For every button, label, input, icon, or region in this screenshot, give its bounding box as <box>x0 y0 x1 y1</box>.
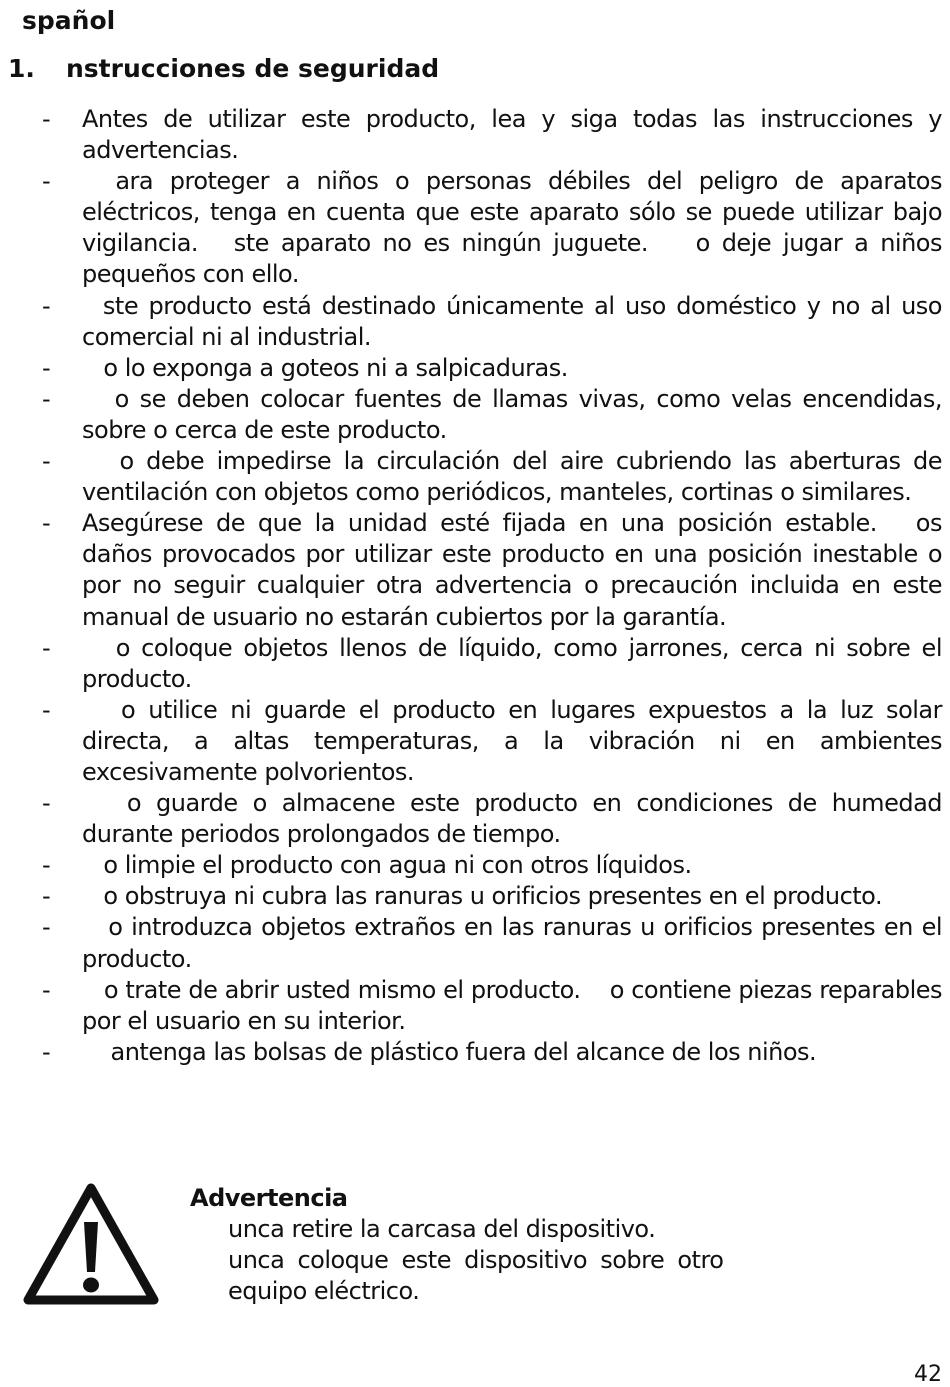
bullet-dash: - <box>42 105 51 133</box>
list-item-text: o lo exponga a goteos ni a salpicaduras. <box>82 353 568 382</box>
list-item-text: o utilice ni guarde el producto en lugares expuestos a la luz solar directa, a altas temperaturas, a la vibración ni en ambientes excesivamente polvorientos. <box>82 695 950 786</box>
bullet-dash: - <box>42 447 51 476</box>
section-number: 1. <box>8 54 35 83</box>
list-item-text: o debe impedirse la circulación del aire cubriendo las aberturas de ventilación con objetos como periódicos, manteles, cortinas o similares. <box>82 447 950 507</box>
bullet-dash: - <box>42 353 51 382</box>
warning-title: Advertencia <box>190 1184 348 1212</box>
list-item <box>40 446 950 508</box>
section-title: nstrucciones de seguridad <box>66 54 440 83</box>
bullet-dash: - <box>42 789 51 818</box>
bullet-dash: - <box>42 633 51 662</box>
warning-block <box>190 1183 800 1307</box>
list-item-text: Antes de utilizar este producto, lea y siga todas las instrucciones y advertencias. <box>82 105 942 165</box>
safety-instructions-list <box>40 104 950 1068</box>
page-number: 42 <box>914 1362 942 1387</box>
bullet-dash: - <box>42 167 51 196</box>
bullet-dash: - <box>42 851 51 880</box>
list-item-text: o se deben colocar fuentes de llamas vivas, como velas encendidas, sobre o cerca de este producto. <box>82 384 950 444</box>
list-item-text: ste producto está destinado únicamente al uso doméstico y no al uso comercial ni al industrial. <box>82 291 950 351</box>
list-item-text: antenga las bolsas de plástico fuera del alcance de los niños. <box>82 1037 817 1066</box>
list-item <box>40 353 942 384</box>
bullet-dash: - <box>42 509 51 538</box>
section-heading <box>8 54 439 83</box>
list-item <box>40 384 950 446</box>
bullet-dash: - <box>42 913 51 942</box>
bullet-dash: - <box>42 975 51 1004</box>
list-item <box>40 975 950 1037</box>
list-item-text: o coloque objetos llenos de líquido, como jarrones, cerca ni sobre el producto. <box>82 633 950 693</box>
list-item-text: o guarde o almacene este producto en condiciones de humedad durante periodos prolongados de tiempo. <box>82 789 950 849</box>
list-item <box>40 788 950 850</box>
bullet-dash: - <box>42 882 51 911</box>
list-item <box>40 912 950 974</box>
list-item-text: ara proteger a niños o personas débiles del peligro de aparatos eléctricos, tenga en cuenta que este aparato sólo se puede utilizar bajo vigilancia. ste aparato no es ningún juguete. o deje jugar a niños pequeños con ello. <box>82 167 950 289</box>
list-item-text: o limpie el producto con agua ni con otros líquidos. <box>82 851 692 880</box>
list-item-text: o obstruya ni cubra las ranuras u orificios presentes en el producto. <box>82 882 883 911</box>
list-item-text: o trate de abrir usted mismo el producto. o contiene piezas reparables por el usuario en su interior. <box>82 975 950 1035</box>
list-item <box>40 508 950 632</box>
warning-line-3: equipo eléctrico. <box>228 1277 420 1305</box>
list-item <box>40 633 950 695</box>
list-item <box>40 1037 942 1068</box>
language-title: spañol <box>22 6 116 35</box>
list-item <box>40 695 950 788</box>
warning-line-1: unca retire la carcasa del dispositivo. <box>228 1215 656 1243</box>
bullet-dash: - <box>42 291 51 320</box>
list-item <box>40 850 942 881</box>
bullet-dash: - <box>42 1037 51 1066</box>
warning-triangle-icon <box>22 1182 160 1306</box>
list-item-text: o introduzca objetos extraños en las ranuras u orificios presentes en el producto. <box>82 913 950 973</box>
list-item <box>40 291 950 353</box>
list-item <box>40 104 942 166</box>
list-item <box>40 166 950 290</box>
list-item <box>40 881 942 912</box>
list-item-text: Asegúrese de que la unidad esté fijada en una posición estable. os daños provocados por utilizar este producto en una posición inestable o por no seguir cualquier otra advertencia o precaución incluida en este manual de usuario no estarán cubiertos por la garantía. <box>82 509 950 631</box>
bullet-dash: - <box>42 384 51 413</box>
bullet-dash: - <box>42 695 51 724</box>
warning-line-2: unca coloque este dispositivo sobre otro <box>228 1246 724 1274</box>
